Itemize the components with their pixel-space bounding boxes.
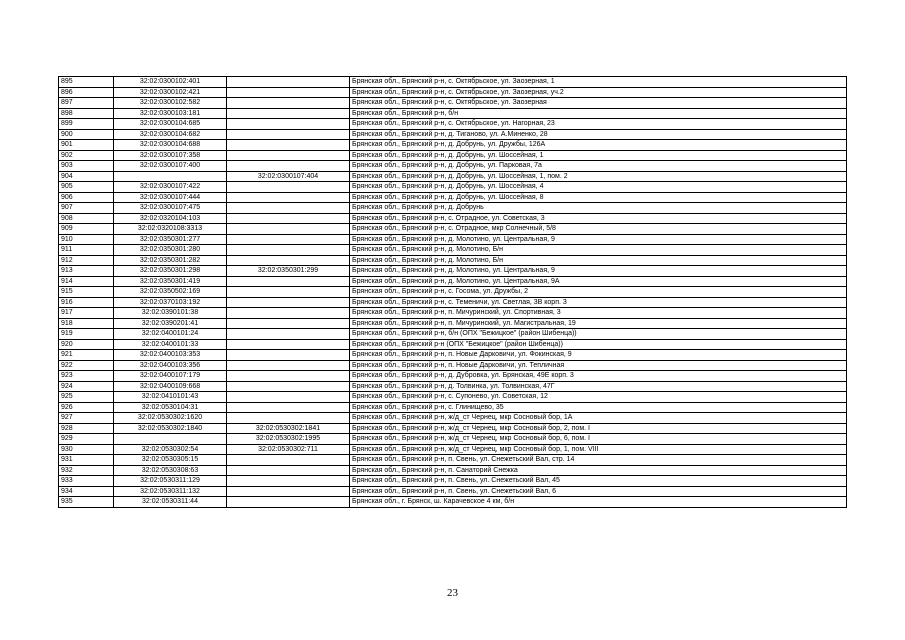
cadastral-number-cell: 32:02:0410101:43 xyxy=(114,392,227,403)
cadastral-number-cell: 32:02:0320108:3313 xyxy=(114,224,227,235)
cadastral-number-cell: 32:02:0350301:282 xyxy=(114,255,227,266)
related-cadastral-number-cell xyxy=(227,413,350,424)
cadastral-number-cell: 32:02:0300107:422 xyxy=(114,182,227,193)
cadastral-number-cell: 32:02:0390101:38 xyxy=(114,308,227,319)
row-number-cell: 911 xyxy=(59,245,114,256)
cadastral-number-cell: 32:02:0530305:15 xyxy=(114,455,227,466)
cadastral-number-cell: 32:02:0530308:63 xyxy=(114,465,227,476)
related-cadastral-number-cell xyxy=(227,276,350,287)
related-cadastral-number-cell xyxy=(227,350,350,361)
table-row xyxy=(59,350,847,361)
address-cell: Брянская обл., Брянский р-н, д. Тиганово, ул. А.Миненко, 28 xyxy=(350,129,847,140)
related-cadastral-number-cell xyxy=(227,455,350,466)
table-row xyxy=(59,329,847,340)
related-cadastral-number-cell xyxy=(227,476,350,487)
cadastral-number-cell: 32:02:0400101:24 xyxy=(114,329,227,340)
table-row xyxy=(59,192,847,203)
table-row xyxy=(59,87,847,98)
cadastral-number-cell: 32:02:0300102:582 xyxy=(114,98,227,109)
table-row xyxy=(59,423,847,434)
table-row xyxy=(59,486,847,497)
related-cadastral-number-cell xyxy=(227,77,350,88)
row-number-cell: 927 xyxy=(59,413,114,424)
table-row xyxy=(59,360,847,371)
cadastral-number-cell: 32:02:0400101:33 xyxy=(114,339,227,350)
address-cell: Брянская обл., Брянский р-н, п. Свень, ул. Снежетьский Вал, 45 xyxy=(350,476,847,487)
cadastral-number-cell: 32:02:0400109:668 xyxy=(114,381,227,392)
table-row xyxy=(59,381,847,392)
related-cadastral-number-cell xyxy=(227,150,350,161)
address-cell: Брянская обл., Брянский р-н, д. Добрунь, ул. Шоссейная, 1 xyxy=(350,150,847,161)
address-cell: Брянская обл., Брянский р-н, д. Добрунь, ул. Шоссейная, 1, пом. 2 xyxy=(350,171,847,182)
row-number-cell: 915 xyxy=(59,287,114,298)
table-row xyxy=(59,402,847,413)
address-cell: Брянская обл., Брянский р-н, п. Свень, ул. Снежетьский Вал, 6 xyxy=(350,486,847,497)
table-row xyxy=(59,224,847,235)
address-cell: Брянская обл., Брянский р-н, п. Новые Дарковичи, ул. Фокинская, 9 xyxy=(350,350,847,361)
cadastral-number-cell: 32:02:0530311:44 xyxy=(114,497,227,508)
cadastral-number-cell: 32:02:0300107:444 xyxy=(114,192,227,203)
address-cell: Брянская обл., Брянский р-н, д. Молотино, ул. Центральная, 9 xyxy=(350,266,847,277)
related-cadastral-number-cell xyxy=(227,98,350,109)
address-cell: Брянская обл., Брянский р-н, с. Теменичи, ул. Светлая, 3В корп. 3 xyxy=(350,297,847,308)
related-cadastral-number-cell: 32:02:0530302:711 xyxy=(227,444,350,455)
row-number-cell: 913 xyxy=(59,266,114,277)
cadastral-number-cell: 32:02:0350301:280 xyxy=(114,245,227,256)
row-number-cell: 930 xyxy=(59,444,114,455)
related-cadastral-number-cell xyxy=(227,287,350,298)
related-cadastral-number-cell xyxy=(227,192,350,203)
cadastral-number-cell: 32:02:0530302:1840 xyxy=(114,423,227,434)
address-cell: Брянская обл., Брянский р-н, п. Санаторий Снежка xyxy=(350,465,847,476)
cadastral-number-cell xyxy=(114,171,227,182)
cadastral-number-cell: 32:02:0530104:31 xyxy=(114,402,227,413)
row-number-cell: 923 xyxy=(59,371,114,382)
row-number-cell: 917 xyxy=(59,308,114,319)
row-number-cell: 920 xyxy=(59,339,114,350)
address-cell: Брянская обл., Брянский р-н, д. Добрунь, ул. Шоссейная, 4 xyxy=(350,182,847,193)
related-cadastral-number-cell xyxy=(227,255,350,266)
related-cadastral-number-cell xyxy=(227,108,350,119)
table-row xyxy=(59,98,847,109)
row-number-cell: 906 xyxy=(59,192,114,203)
row-number-cell: 912 xyxy=(59,255,114,266)
related-cadastral-number-cell xyxy=(227,245,350,256)
cadastral-number-cell: 32:02:0530302:1620 xyxy=(114,413,227,424)
table-row xyxy=(59,434,847,445)
row-number-cell: 907 xyxy=(59,203,114,214)
table-row xyxy=(59,140,847,151)
row-number-cell: 929 xyxy=(59,434,114,445)
table-row xyxy=(59,413,847,424)
address-cell: Брянская обл., Брянский р-н, с. Октябрьское, ул. Заозерная xyxy=(350,98,847,109)
row-number-cell: 908 xyxy=(59,213,114,224)
address-cell: Брянская обл., Брянский р-н, д. Добрунь xyxy=(350,203,847,214)
page-number: 23 xyxy=(447,587,458,599)
row-number-cell: 931 xyxy=(59,455,114,466)
table-row xyxy=(59,255,847,266)
address-cell: Брянская обл., Брянский р-н, ж/д_ст Чернец, мкр Сосновый бор, 2, пом. I xyxy=(350,423,847,434)
row-number-cell: 895 xyxy=(59,77,114,88)
cadastral-number-cell: 32:02:0300103:181 xyxy=(114,108,227,119)
related-cadastral-number-cell xyxy=(227,308,350,319)
row-number-cell: 909 xyxy=(59,224,114,235)
related-cadastral-number-cell xyxy=(227,182,350,193)
table-row xyxy=(59,297,847,308)
row-number-cell: 932 xyxy=(59,465,114,476)
cadastral-number-cell: 32:02:0300102:421 xyxy=(114,87,227,98)
table-row xyxy=(59,203,847,214)
address-cell: Брянская обл., Брянский р-н, п. Мичуринский, ул. Спортивная, 3 xyxy=(350,308,847,319)
row-number-cell: 919 xyxy=(59,329,114,340)
registry-table xyxy=(58,76,847,508)
cadastral-number-cell: 32:02:0350301:277 xyxy=(114,234,227,245)
related-cadastral-number-cell xyxy=(227,465,350,476)
address-cell: Брянская обл., Брянский р-н, с. Октябрьское, ул. Заозерная, 1 xyxy=(350,77,847,88)
cadastral-number-cell: 32:02:0400107:179 xyxy=(114,371,227,382)
cadastral-number-cell: 32:02:0400103:356 xyxy=(114,360,227,371)
row-number-cell: 910 xyxy=(59,234,114,245)
table-row xyxy=(59,339,847,350)
related-cadastral-number-cell: 32:02:0530302:1841 xyxy=(227,423,350,434)
table-row xyxy=(59,234,847,245)
row-number-cell: 935 xyxy=(59,497,114,508)
row-number-cell: 916 xyxy=(59,297,114,308)
related-cadastral-number-cell xyxy=(227,213,350,224)
row-number-cell: 922 xyxy=(59,360,114,371)
related-cadastral-number-cell xyxy=(227,402,350,413)
row-number-cell: 898 xyxy=(59,108,114,119)
table-row xyxy=(59,182,847,193)
related-cadastral-number-cell xyxy=(227,392,350,403)
related-cadastral-number-cell xyxy=(227,371,350,382)
cadastral-number-cell: 32:02:0320104:103 xyxy=(114,213,227,224)
address-cell: Брянская обл., Брянский р-н, ж/д_ст Чернец, мкр Сосновый бор, 6, пом. I xyxy=(350,434,847,445)
cadastral-number-cell: 32:02:0300102:401 xyxy=(114,77,227,88)
cadastral-number-cell: 32:02:0300104:688 xyxy=(114,140,227,151)
cadastral-number-cell: 32:02:0300104:685 xyxy=(114,119,227,130)
related-cadastral-number-cell xyxy=(227,234,350,245)
row-number-cell: 901 xyxy=(59,140,114,151)
cadastral-number-cell: 32:02:0300104:682 xyxy=(114,129,227,140)
cadastral-number-cell: 32:02:0350301:298 xyxy=(114,266,227,277)
related-cadastral-number-cell xyxy=(227,360,350,371)
address-cell: Брянская обл., Брянский р-н, д. Дубровка, ул. Брянская, 49Е корп. 3 xyxy=(350,371,847,382)
related-cadastral-number-cell xyxy=(227,161,350,172)
table-row xyxy=(59,119,847,130)
address-cell: Брянская обл., Брянский р-н, с. Глинищево, 35 xyxy=(350,402,847,413)
address-cell: Брянская обл., Брянский р-н, ж/д_ст Чернец, мкр Сосновый бор, 1А xyxy=(350,413,847,424)
table-row xyxy=(59,497,847,508)
related-cadastral-number-cell xyxy=(227,224,350,235)
related-cadastral-number-cell xyxy=(227,140,350,151)
related-cadastral-number-cell xyxy=(227,339,350,350)
address-cell: Брянская обл., Брянский р-н, с. Госома, ул. Дружбы, 2 xyxy=(350,287,847,298)
related-cadastral-number-cell xyxy=(227,87,350,98)
address-cell: Брянская обл., Брянский р-н, д. Молотино, ул. Центральная, 9А xyxy=(350,276,847,287)
address-cell: Брянская обл., Брянский р-н, ж/д_ст Чернец, мкр Сосновый бор, 1, пом. VIII xyxy=(350,444,847,455)
address-cell: Брянская обл., Брянский р-н, п. Новые Дарковичи, ул. Тепличная xyxy=(350,360,847,371)
table-row xyxy=(59,444,847,455)
cadastral-number-cell: 32:02:0530302:54 xyxy=(114,444,227,455)
table-row xyxy=(59,465,847,476)
row-number-cell: 934 xyxy=(59,486,114,497)
address-cell: Брянская обл., Брянский р-н, д. Добрунь, ул. Дружбы, 126А xyxy=(350,140,847,151)
cadastral-number-cell: 32:02:0300107:475 xyxy=(114,203,227,214)
address-cell: Брянская обл., Брянский р-н, с. Отрадное, ул. Советская, 3 xyxy=(350,213,847,224)
table-row xyxy=(59,161,847,172)
table-row xyxy=(59,318,847,329)
address-cell: Брянская обл., Брянский р-н, б/н xyxy=(350,108,847,119)
row-number-cell: 933 xyxy=(59,476,114,487)
address-cell: Брянская обл., Брянский р-н, д. Молотино, Б/н xyxy=(350,255,847,266)
table-row xyxy=(59,266,847,277)
row-number-cell: 921 xyxy=(59,350,114,361)
related-cadastral-number-cell xyxy=(227,297,350,308)
table-row xyxy=(59,108,847,119)
table-row xyxy=(59,150,847,161)
cadastral-number-cell: 32:02:0370103:192 xyxy=(114,297,227,308)
related-cadastral-number-cell: 32:02:0350301:299 xyxy=(227,266,350,277)
related-cadastral-number-cell xyxy=(227,329,350,340)
row-number-cell: 900 xyxy=(59,129,114,140)
table-row xyxy=(59,371,847,382)
table-row xyxy=(59,308,847,319)
row-number-cell: 924 xyxy=(59,381,114,392)
related-cadastral-number-cell xyxy=(227,318,350,329)
address-cell: Брянская обл., Брянский р-н, п. Мичуринский, ул. Магистральная, 19 xyxy=(350,318,847,329)
related-cadastral-number-cell xyxy=(227,129,350,140)
cadastral-number-cell: 32:02:0530311:132 xyxy=(114,486,227,497)
row-number-cell: 928 xyxy=(59,423,114,434)
row-number-cell: 914 xyxy=(59,276,114,287)
table-row xyxy=(59,77,847,88)
registry-table-body xyxy=(59,77,847,508)
table-row xyxy=(59,276,847,287)
cadastral-number-cell: 32:02:0350301:419 xyxy=(114,276,227,287)
cadastral-number-cell: 32:02:0530311:129 xyxy=(114,476,227,487)
address-cell: Брянская обл., Брянский р-н, б/н (ОПХ "Бежицкое" (район Шибенца)) xyxy=(350,329,847,340)
cadastral-number-cell xyxy=(114,434,227,445)
cadastral-number-cell: 32:02:0350502:169 xyxy=(114,287,227,298)
table-row xyxy=(59,287,847,298)
address-cell: Брянская обл., Брянский р-н (ОПХ "Бежицкое" (район Шибенца)) xyxy=(350,339,847,350)
row-number-cell: 903 xyxy=(59,161,114,172)
address-cell: Брянская обл., Брянский р-н, с. Отрадное, мкр Солнечный, 5/8 xyxy=(350,224,847,235)
address-cell: Брянская обл., Брянский р-н, д. Молотино, Б/н xyxy=(350,245,847,256)
address-cell: Брянская обл., Брянский р-н, д. Молотино, ул. Центральная, 9 xyxy=(350,234,847,245)
related-cadastral-number-cell: 32:02:0300107:404 xyxy=(227,171,350,182)
cadastral-number-cell: 32:02:0300107:400 xyxy=(114,161,227,172)
address-cell: Брянская обл., Брянский р-н, с. Октябрьское, ул. Нагорная, 23 xyxy=(350,119,847,130)
row-number-cell: 905 xyxy=(59,182,114,193)
row-number-cell: 918 xyxy=(59,318,114,329)
row-number-cell: 899 xyxy=(59,119,114,130)
related-cadastral-number-cell xyxy=(227,486,350,497)
row-number-cell: 897 xyxy=(59,98,114,109)
address-cell: Брянская обл., Брянский р-н, д. Толвинка, ул. Толвинская, 47Г xyxy=(350,381,847,392)
address-cell: Брянская обл., Брянский р-н, с. Октябрьское, ул. Заозерная, уч.2 xyxy=(350,87,847,98)
related-cadastral-number-cell xyxy=(227,497,350,508)
table-row xyxy=(59,476,847,487)
table-row xyxy=(59,129,847,140)
related-cadastral-number-cell: 32:02:0530302:1995 xyxy=(227,434,350,445)
address-cell: Брянская обл., г. Брянск, ш. Карачевское 4 км, б/н xyxy=(350,497,847,508)
table-row xyxy=(59,245,847,256)
address-cell: Брянская обл., Брянский р-н, с. Супонево, ул. Советская, 12 xyxy=(350,392,847,403)
row-number-cell: 902 xyxy=(59,150,114,161)
cadastral-number-cell: 32:02:0390201:41 xyxy=(114,318,227,329)
cadastral-number-cell: 32:02:0300107:358 xyxy=(114,150,227,161)
table-row xyxy=(59,392,847,403)
row-number-cell: 904 xyxy=(59,171,114,182)
row-number-cell: 925 xyxy=(59,392,114,403)
row-number-cell: 896 xyxy=(59,87,114,98)
address-cell: Брянская обл., Брянский р-н, д. Добрунь, ул. Шоссейная, 8 xyxy=(350,192,847,203)
related-cadastral-number-cell xyxy=(227,119,350,130)
table-row xyxy=(59,213,847,224)
related-cadastral-number-cell xyxy=(227,381,350,392)
related-cadastral-number-cell xyxy=(227,203,350,214)
table-row xyxy=(59,455,847,466)
row-number-cell: 926 xyxy=(59,402,114,413)
address-cell: Брянская обл., Брянский р-н, д. Добрунь, ул. Парковая, 7а xyxy=(350,161,847,172)
table-row xyxy=(59,171,847,182)
cadastral-number-cell: 32:02:0400103:353 xyxy=(114,350,227,361)
address-cell: Брянская обл., Брянский р-н, п. Свень, ул. Снежетьский Вал, стр. 14 xyxy=(350,455,847,466)
